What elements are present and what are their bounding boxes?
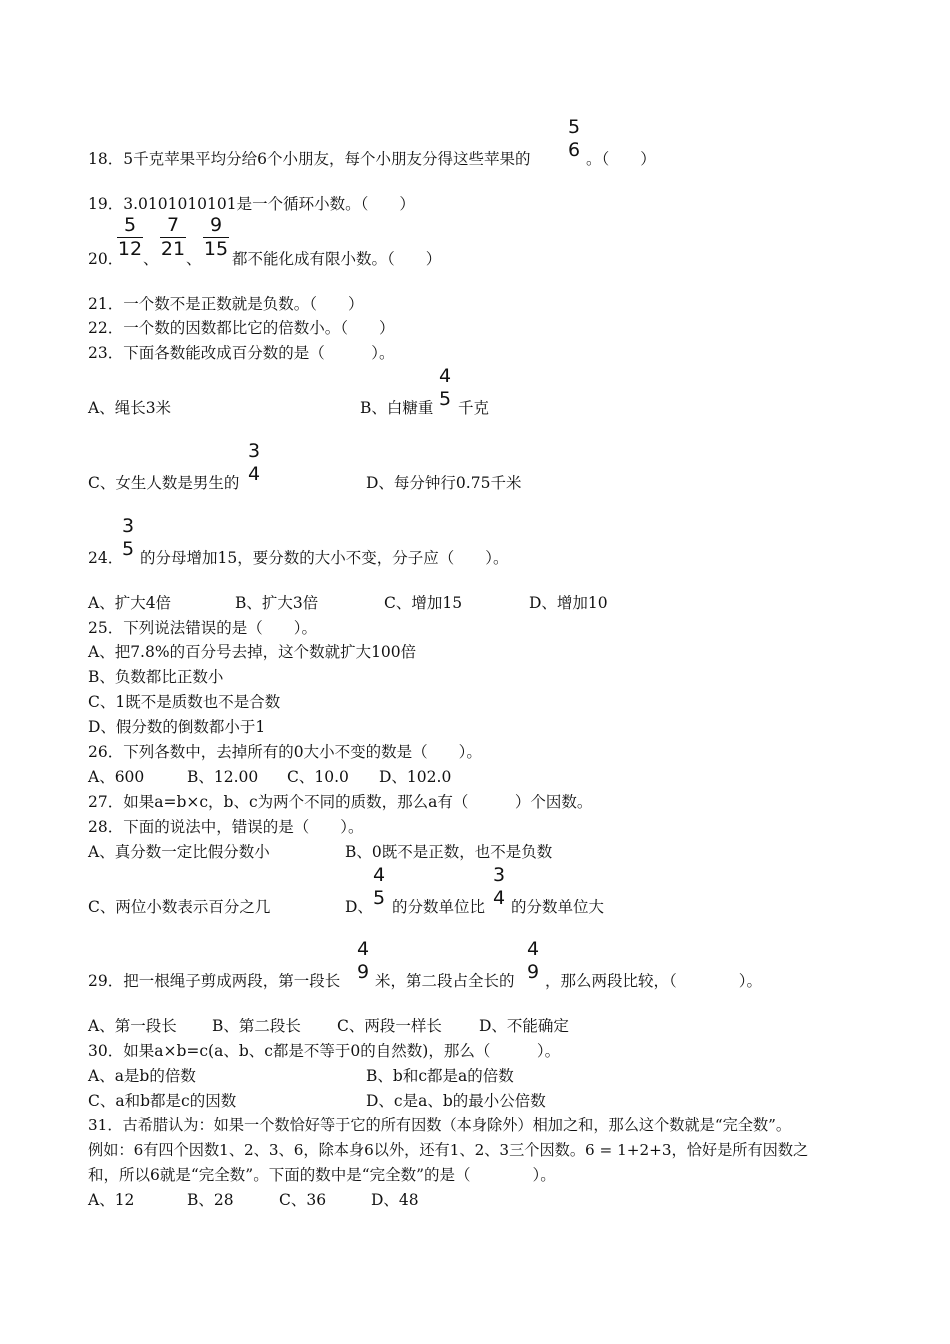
q28-option-b: B、0既不是正数，也不是负数	[345, 843, 553, 861]
q31-option-b: B、28	[187, 1191, 234, 1209]
q26-option-a: A、600	[88, 768, 145, 786]
q30-option-c: C、a和b都是c的因数	[88, 1092, 237, 1110]
q31-line-2: 例如：6有四个因数1、2、3、6，除本身6以外，还有1、2、3三个因数。6 = 1+2+3，恰好是所有因数之	[88, 1141, 809, 1159]
q24-option-c: C、增加15	[384, 594, 463, 612]
q30-text: 30．如果a×b=c(a、b、c都是不等于0的自然数)，那么（ ）。	[88, 1042, 561, 1060]
q31-line-1: 31．古希腊认为：如果一个数恰好等于它的所有因数（本身除外）相加之和，那么这个数就是“完全数”。	[88, 1116, 792, 1134]
q23-option-b-pre: B、白糖重	[360, 399, 434, 417]
q23-option-d: D、每分钟行0.75千米	[366, 474, 522, 492]
q23-text: 23．下面各数能改成百分数的是（ ）。	[88, 344, 395, 362]
q24-tail: 的分母增加15，要分数的大小不变，分子应（ ）。	[140, 549, 509, 567]
q23-c-frac-num: 3	[247, 440, 261, 462]
q29-option-c: C、两段一样长	[337, 1017, 442, 1035]
q19-text: 19．3.0101010101是一个循环小数。（ ）	[88, 195, 415, 213]
q18-fraction	[562, 116, 586, 162]
q20-frac3-den: 15	[203, 238, 229, 260]
q29-option-b: B、第二段长	[212, 1017, 301, 1035]
q18-frac-den: 6	[567, 139, 581, 161]
q20-frac3-num: 9	[209, 214, 223, 236]
q25-text: 25．下列说法错误的是（ ）。	[88, 619, 317, 637]
q21-text: 21．一个数不是正数就是负数。（ ）	[88, 295, 364, 313]
q18-tail: 。（ ）	[586, 150, 656, 168]
q23-option-a: A、绳长3米	[88, 399, 172, 417]
q23-option-c-pre: C、女生人数是男生的	[88, 474, 240, 492]
q18-frac-num: 5	[567, 116, 581, 138]
q28-d-frac1-num: 4	[372, 864, 386, 886]
q25-option-a: A、把7.8%的百分号去掉，这个数就扩大100倍	[88, 643, 417, 661]
q25-option-d: D、假分数的倒数都小于1	[88, 718, 266, 736]
q31-line-3: 和，所以6就是“完全数”。下面的数中是“完全数”的是（ ）。	[88, 1166, 556, 1184]
q24-fraction	[116, 515, 140, 561]
q26-option-d: D、102.0	[379, 768, 452, 786]
q23-b-frac-num: 4	[438, 365, 452, 387]
q26-option-b: B、12.00	[187, 768, 259, 786]
q28-d-frac2-num: 3	[492, 864, 506, 886]
q29-frac1-num: 4	[356, 938, 370, 960]
q25-option-c: C、1既不是质数也不是合数	[88, 693, 281, 711]
q31-option-a: A、12	[88, 1191, 135, 1209]
q28-option-d-pre: D、	[345, 898, 373, 916]
q28-option-a: A、真分数一定比假分数小	[88, 843, 270, 861]
q26-text: 26．下列各数中，去掉所有的0大小不变的数是（ ）。	[88, 743, 482, 761]
q30-option-d: D、c是a、b的最小公倍数	[366, 1092, 546, 1110]
q20-sep-1: 、	[143, 250, 159, 268]
q29-option-a: A、第一段长	[88, 1017, 177, 1035]
q24-option-a: A、扩大4倍	[88, 594, 172, 612]
q23-c-frac-den: 4	[247, 463, 261, 485]
q24-option-b: B、扩大3倍	[235, 594, 319, 612]
q30-option-a: A、a是b的倍数	[88, 1067, 196, 1085]
q28-d-frac1-den: 5	[372, 887, 386, 909]
q27-text: 27．如果a=b×c，b、c为两个不同的质数，那么a有（ ）个因数。	[88, 793, 593, 811]
q20-fraction-3	[202, 214, 230, 261]
q20-frac2-den: 21	[160, 238, 186, 260]
q20-frac1-den: 12	[117, 238, 143, 260]
q20-prefix: 20．	[88, 250, 124, 268]
q30-option-b: B、b和c都是a的倍数	[366, 1067, 514, 1085]
q24-option-d: D、增加10	[529, 594, 608, 612]
q18-text: 18．5千克苹果平均分给6个小朋友，每个小朋友分得这些苹果的	[88, 150, 531, 168]
q20-frac1-num: 5	[123, 214, 137, 236]
q24-frac-num: 3	[121, 515, 135, 537]
q24-prefix: 24．	[88, 549, 124, 567]
q23-option-b-post: 千克	[458, 399, 490, 417]
q20-sep-2: 、	[186, 250, 202, 268]
q29-option-d: D、不能确定	[479, 1017, 569, 1035]
q28-option-d-fraction-1	[367, 864, 391, 910]
q28-option-c: C、两位小数表示百分之几	[88, 898, 271, 916]
q28-text: 28．下面的说法中，错误的是（ ）。	[88, 818, 364, 836]
q28-option-d-fraction-2	[487, 864, 511, 910]
q28-option-d-mid: 的分数单位比	[392, 898, 486, 916]
q29-frac2-den: 9	[526, 961, 540, 983]
q26-option-c: C、10.0	[287, 768, 349, 786]
q23-b-frac-den: 5	[438, 388, 452, 410]
q20-frac2-num: 7	[166, 214, 180, 236]
q22-text: 22．一个数的因数都比它的倍数小。（ ）	[88, 319, 395, 337]
q31-option-d: D、48	[371, 1191, 419, 1209]
q29-pre: 29．把一根绳子剪成两段，第一段长	[88, 972, 341, 990]
q20-fraction-2	[159, 214, 187, 261]
q29-fraction-1	[351, 938, 375, 984]
q28-option-d-post: 的分数单位大	[511, 898, 605, 916]
q31-option-c: C、36	[279, 1191, 327, 1209]
q23-option-c-fraction	[242, 440, 266, 486]
q29-frac1-den: 9	[356, 961, 370, 983]
q29-fraction-2	[521, 938, 545, 984]
q24-frac-den: 5	[121, 538, 135, 560]
q23-option-b-fraction	[433, 365, 457, 411]
q29-tail: ，那么两段比较，（ ）。	[545, 972, 763, 990]
q29-frac2-num: 4	[526, 938, 540, 960]
q20-tail: 都不能化成有限小数。（ ）	[232, 250, 442, 268]
q25-option-b: B、负数都比正数小	[88, 668, 224, 686]
q29-mid: 米，第二段占全长的	[375, 972, 515, 990]
q28-d-frac2-den: 4	[492, 887, 506, 909]
